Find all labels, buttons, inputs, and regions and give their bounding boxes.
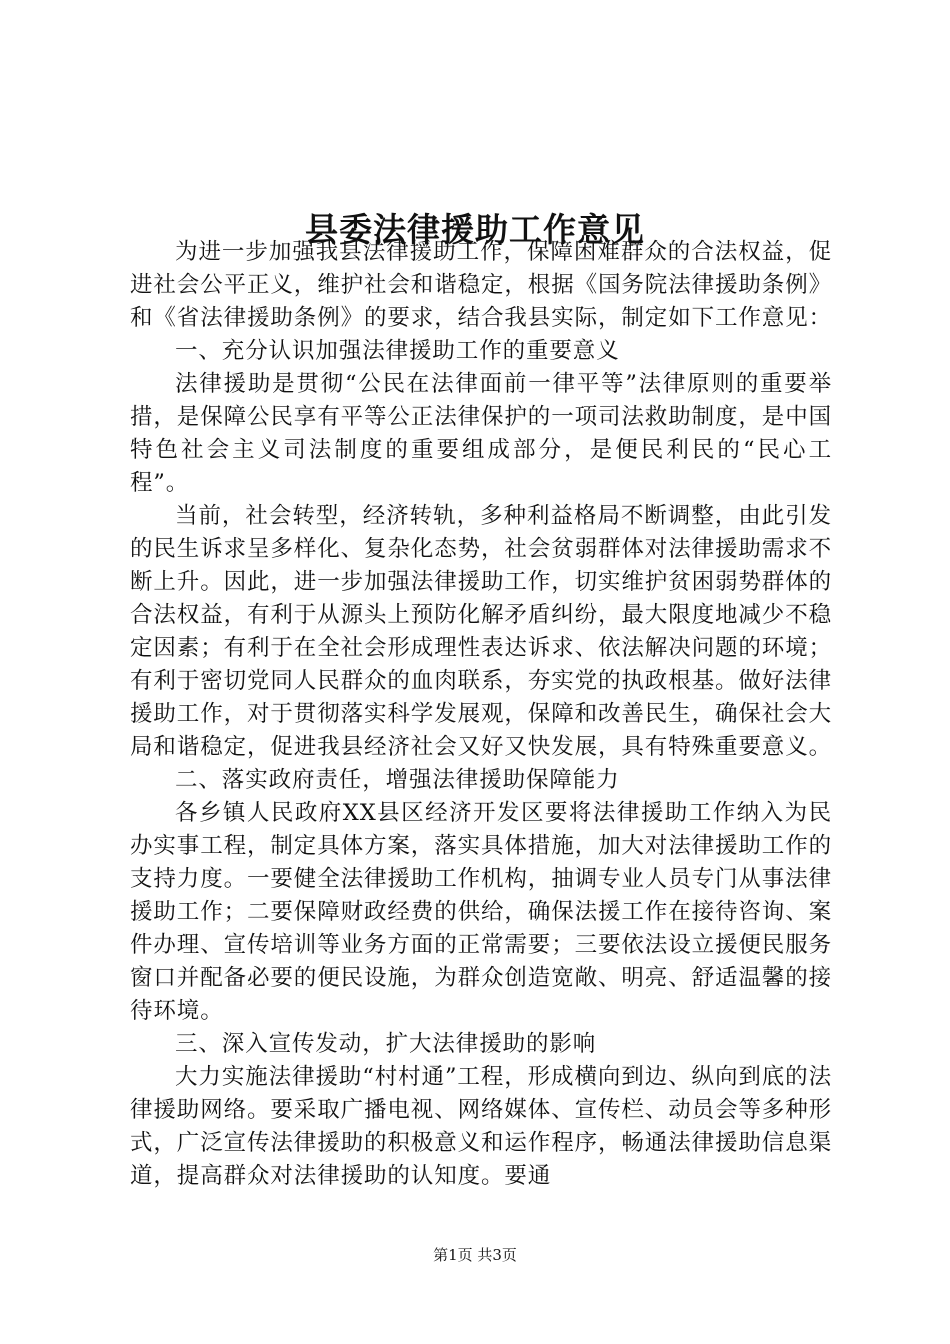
page-footer: 第1页 共3页 — [433, 1246, 517, 1264]
section-heading-3: 三、深入宣传发动，扩大法律援助的影响 — [175, 1031, 597, 1057]
paragraph: 大力实施法律援助“村村通”工程，形成横向到边、纵向到底的法律援助网络。要采取广播电视、网络媒体、宣传栏、动员会等多种形式，广泛宣传法律援助的积极意义和运作程序，畅通法律援助信息渠道，提高群众对法律援助的认知度。要通 — [130, 1064, 833, 1189]
paragraph: 法律援助是贯彻“公民在法律面前一律平等”法律原则的重要举措，是保障公民享有平等公正法律保护的一项司法救助制度，是中国特色社会主义司法制度的重要组成部分，是便民利民的“民心工程”。 — [130, 371, 833, 496]
section-heading-1: 一、充分认识加强法律援助工作的重要意义 — [175, 338, 620, 364]
section-heading-2: 二、落实政府责任，增强法律援助保障能力 — [175, 767, 620, 793]
document-body — [130, 236, 832, 1193]
paragraph: 当前，社会转型，经济转轨，多种利益格局不断调整，由此引发的民生诉求呈多样化、复杂化态势，社会贫弱群体对法律援助需求不断上升。因此，进一步加强法律援助工作，切实维护贫困弱势群体的合法权益，有利于从源头上预防化解矛盾纠纷，最大限度地减少不稳定因素；有利于在全社会形成理性表达诉求、依法解决问题的环境；有利于密切党同人民群众的血肉联系，夯实党的执政根基。做好法律援助工作，对于贯彻落实科学发展观，保障和改善民生，确保社会大局和谐稳定，促进我县经济社会又好又快发展，具有特殊重要意义。 — [130, 503, 833, 760]
page-title: 县委法律援助工作意见 — [305, 210, 645, 250]
paragraph-intro: 为进一步加强我县法律援助工作，保障困难群众的合法权益，促进社会公平正义，维护社会和谐稳定，根据《国务院法律援助条例》和《省法律援助条例》的要求，结合我县实际，制定如下工作意见： — [130, 239, 833, 331]
paragraph: 各乡镇人民政府XX县区经济开发区要将法律援助工作纳入为民办实事工程，制定具体方案，落实具体措施，加大对法律援助工作的支持力度。一要健全法律援助工作机构，抽调专业人员专门从事法律援助工作；二要保障财政经费的供给，确保法援工作在接待咨询、案件办理、宣传培训等业务方面的正常需要；三要依法设立援便民服务窗口并配备必要的便民设施，为群众创造宽敞、明亮、舒适温馨的接待环境。 — [130, 800, 833, 1024]
